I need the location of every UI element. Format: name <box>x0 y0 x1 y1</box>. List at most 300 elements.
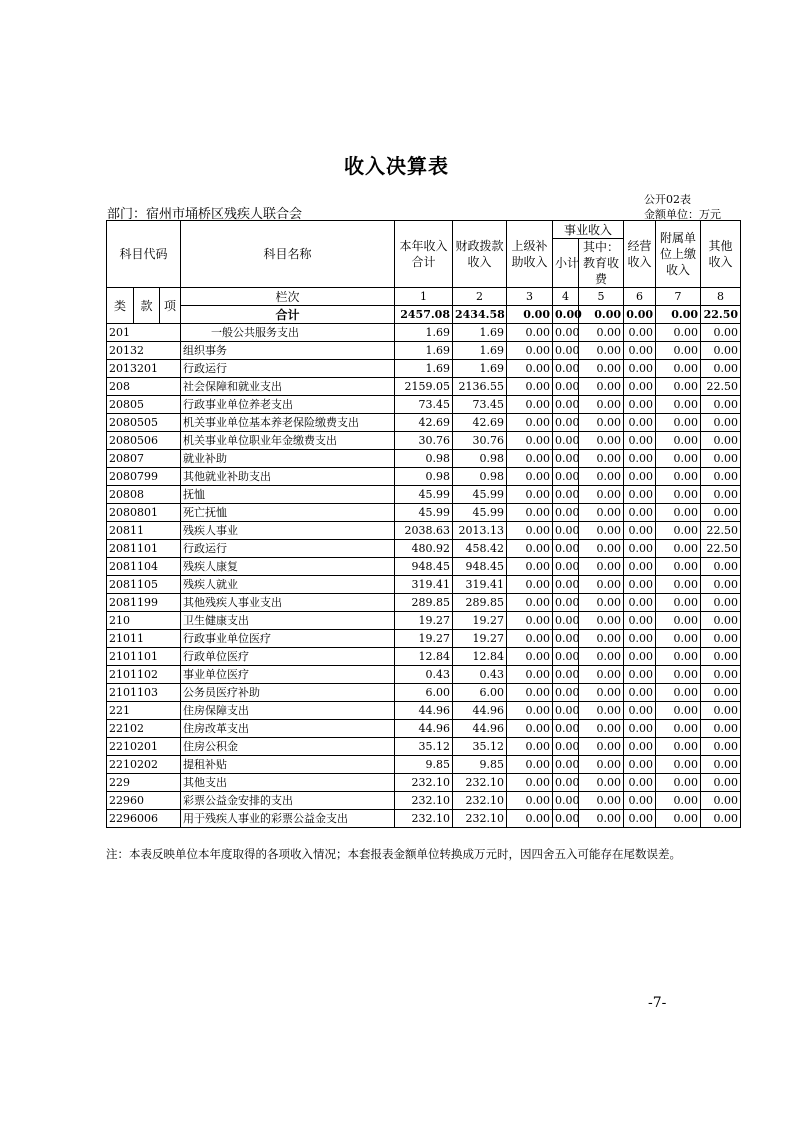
subject-code: 22960 <box>107 792 181 810</box>
amount-cell: 0.00 <box>624 486 656 504</box>
subject-code: 20808 <box>107 486 181 504</box>
amount-cell: 0.00 <box>579 414 624 432</box>
amount-cell: 9.85 <box>453 756 507 774</box>
amount-cell: 0.00 <box>701 594 741 612</box>
amount-cell: 0.00 <box>579 396 624 414</box>
amount-cell: 0.00 <box>656 360 701 378</box>
table-row <box>107 558 741 576</box>
amount-cell: 44.96 <box>453 702 507 720</box>
subject-code: 2013201 <box>107 360 181 378</box>
subject-name: 彩票公益金安排的支出 <box>181 792 395 810</box>
amount-cell: 2013.13 <box>453 522 507 540</box>
amount-cell: 0.00 <box>624 378 656 396</box>
amount-cell: 0.00 <box>656 630 701 648</box>
amount-cell: 19.27 <box>395 612 453 630</box>
amount-cell: 19.27 <box>395 630 453 648</box>
amount-cell: 948.45 <box>395 558 453 576</box>
amount-cell: 0.00 <box>656 702 701 720</box>
amount-cell: 0.98 <box>395 450 453 468</box>
amount-cell: 0.00 <box>553 648 579 666</box>
subject-code: 208 <box>107 378 181 396</box>
amount-cell: 45.99 <box>395 504 453 522</box>
amount-cell: 0.00 <box>579 792 624 810</box>
amount-cell: 0.00 <box>507 630 553 648</box>
amount-cell: 22.50 <box>701 522 741 540</box>
amount-cell: 6.00 <box>395 684 453 702</box>
subject-name: 行政运行 <box>181 360 395 378</box>
amount-cell: 0.00 <box>656 540 701 558</box>
amount-cell: 0.00 <box>624 702 656 720</box>
amount-cell: 42.69 <box>395 414 453 432</box>
amount-cell: 0.00 <box>553 522 579 540</box>
amount-cell: 0.00 <box>507 378 553 396</box>
amount-cell: 0.00 <box>701 666 741 684</box>
amount-cell: 0.00 <box>579 684 624 702</box>
amount-cell: 0.00 <box>656 558 701 576</box>
amount-cell: 22.50 <box>701 540 741 558</box>
amount-cell: 22.50 <box>701 378 741 396</box>
subject-code: 2080505 <box>107 414 181 432</box>
amount-cell: 0.00 <box>624 414 656 432</box>
amount-cell: 0.00 <box>579 594 624 612</box>
subject-name: 行政单位医疗 <box>181 648 395 666</box>
amount-cell: 0.00 <box>624 360 656 378</box>
amount-cell: 0.00 <box>624 684 656 702</box>
amount-cell: 0.00 <box>656 468 701 486</box>
subject-code: 2101101 <box>107 648 181 666</box>
amount-cell: 0.00 <box>624 324 656 342</box>
table-row <box>107 450 741 468</box>
table-row <box>107 576 741 594</box>
amount-cell: 0.00 <box>624 450 656 468</box>
amount-cell: 480.92 <box>395 540 453 558</box>
amount-cell: 0.00 <box>579 522 624 540</box>
amount-cell: 0.00 <box>553 738 579 756</box>
subject-code: 2081105 <box>107 576 181 594</box>
table-row <box>107 738 741 756</box>
amount-cell: 0.00 <box>553 630 579 648</box>
amount-cell: 0.00 <box>624 576 656 594</box>
table-row <box>107 468 741 486</box>
amount-cell: 44.96 <box>395 720 453 738</box>
amount-cell: 0.00 <box>553 792 579 810</box>
total-value: 0.00 <box>507 306 553 324</box>
subject-code: 21011 <box>107 630 181 648</box>
amount-cell: 0.00 <box>507 774 553 792</box>
header-fiscal-income: 财政拨款收入 <box>453 221 507 288</box>
amount-cell: 0.00 <box>701 558 741 576</box>
table-row <box>107 342 741 360</box>
amount-cell: 0.00 <box>701 450 741 468</box>
header-business-income: 事业收入 <box>553 221 624 239</box>
amount-cell: 0.00 <box>507 720 553 738</box>
amount-cell: 0.00 <box>624 666 656 684</box>
amount-cell: 1.69 <box>395 360 453 378</box>
amount-cell: 0.00 <box>656 756 701 774</box>
amount-cell: 0.00 <box>701 702 741 720</box>
amount-cell: 0.00 <box>553 702 579 720</box>
amount-cell: 0.00 <box>624 774 656 792</box>
total-value: 0.00 <box>624 306 656 324</box>
amount-cell: 0.00 <box>656 810 701 828</box>
amount-cell: 0.00 <box>624 720 656 738</box>
subject-name: 住房公积金 <box>181 738 395 756</box>
amount-cell: 0.00 <box>553 342 579 360</box>
amount-cell: 0.00 <box>553 432 579 450</box>
col-num: 7 <box>656 288 701 306</box>
amount-cell: 0.00 <box>701 486 741 504</box>
page-title: 收入决算表 <box>344 154 449 178</box>
subject-code: 201 <box>107 324 181 342</box>
amount-cell: 0.00 <box>656 342 701 360</box>
amount-cell: 0.00 <box>553 450 579 468</box>
header-subtotal: 小计 <box>553 239 579 288</box>
table-row <box>107 666 741 684</box>
table-row <box>107 414 741 432</box>
amount-cell: 0.00 <box>656 432 701 450</box>
amount-cell: 0.00 <box>624 810 656 828</box>
amount-cell: 0.00 <box>507 702 553 720</box>
amount-cell: 0.00 <box>507 810 553 828</box>
header-subject-code: 科目代码 <box>107 221 181 288</box>
amount-cell: 948.45 <box>453 558 507 576</box>
amount-cell: 6.00 <box>453 684 507 702</box>
amount-cell: 0.00 <box>579 738 624 756</box>
amount-cell: 0.00 <box>656 504 701 522</box>
header-subject-name: 科目名称 <box>181 221 395 288</box>
amount-cell: 0.00 <box>553 468 579 486</box>
amount-cell: 0.98 <box>453 468 507 486</box>
amount-cell: 0.00 <box>624 594 656 612</box>
amount-cell: 0.00 <box>553 504 579 522</box>
header-education-fee: 其中：教育收费 <box>579 239 624 288</box>
amount-cell: 0.00 <box>579 810 624 828</box>
amount-cell: 232.10 <box>453 810 507 828</box>
amount-cell: 0.00 <box>579 486 624 504</box>
amount-cell: 0.00 <box>553 684 579 702</box>
subject-name: 一般公共服务支出 <box>181 324 395 342</box>
amount-cell: 0.00 <box>507 594 553 612</box>
header-operating-income: 经营收入 <box>624 221 656 288</box>
subject-name: 行政运行 <box>181 540 395 558</box>
amount-cell: 0.00 <box>624 342 656 360</box>
amount-unit: 金额单位：万元 <box>644 208 721 221</box>
amount-cell: 0.00 <box>579 360 624 378</box>
subject-code: 20811 <box>107 522 181 540</box>
table-row <box>107 504 741 522</box>
amount-cell: 0.00 <box>553 360 579 378</box>
amount-cell: 0.00 <box>624 756 656 774</box>
subject-code: 2081104 <box>107 558 181 576</box>
subject-name: 社会保障和就业支出 <box>181 378 395 396</box>
amount-cell: 0.00 <box>701 432 741 450</box>
subject-name: 抚恤 <box>181 486 395 504</box>
amount-cell: 232.10 <box>395 792 453 810</box>
amount-cell: 0.00 <box>579 378 624 396</box>
amount-cell: 0.00 <box>701 360 741 378</box>
total-value: 0.00 <box>579 306 624 324</box>
amount-cell: 0.00 <box>624 630 656 648</box>
amount-cell: 0.00 <box>579 630 624 648</box>
amount-cell: 0.00 <box>507 468 553 486</box>
subject-code: 210 <box>107 612 181 630</box>
amount-cell: 0.00 <box>701 756 741 774</box>
subject-code: 2081101 <box>107 540 181 558</box>
amount-cell: 0.00 <box>701 342 741 360</box>
total-row-label: 合计 <box>181 306 395 324</box>
amount-cell: 0.00 <box>553 612 579 630</box>
amount-cell: 0.00 <box>507 612 553 630</box>
amount-cell: 0.00 <box>701 738 741 756</box>
amount-cell: 1.69 <box>395 342 453 360</box>
amount-cell: 0.00 <box>624 432 656 450</box>
amount-cell: 0.00 <box>553 378 579 396</box>
amount-cell: 0.00 <box>507 576 553 594</box>
amount-cell: 0.00 <box>579 720 624 738</box>
amount-cell: 0.00 <box>701 648 741 666</box>
amount-cell: 0.00 <box>579 558 624 576</box>
amount-cell: 0.00 <box>507 342 553 360</box>
amount-cell: 0.00 <box>701 684 741 702</box>
subject-name: 组织事务 <box>181 342 395 360</box>
subject-name: 提租补贴 <box>181 756 395 774</box>
amount-cell: 42.69 <box>453 414 507 432</box>
amount-cell: 0.00 <box>553 666 579 684</box>
header-kuan: 款 <box>134 288 160 324</box>
amount-cell: 289.85 <box>395 594 453 612</box>
table-row <box>107 396 741 414</box>
amount-cell: 0.00 <box>579 342 624 360</box>
amount-cell: 0.00 <box>507 666 553 684</box>
amount-cell: 0.00 <box>624 396 656 414</box>
amount-cell: 232.10 <box>453 792 507 810</box>
amount-cell: 0.00 <box>579 540 624 558</box>
footnote: 注：本表反映单位本年度取得的各项收入情况；本套报表金额单位转换成万元时，因四舍五入可能存在尾数误差。 <box>106 847 681 861</box>
amount-cell: 0.00 <box>579 666 624 684</box>
col-num: 1 <box>395 288 453 306</box>
amount-cell: 0.00 <box>656 414 701 432</box>
table-row <box>107 432 741 450</box>
amount-cell: 0.00 <box>656 594 701 612</box>
table-row <box>107 630 741 648</box>
amount-cell: 0.00 <box>624 468 656 486</box>
subject-name: 其他支出 <box>181 774 395 792</box>
subject-code: 20805 <box>107 396 181 414</box>
amount-cell: 0.00 <box>507 648 553 666</box>
amount-cell: 0.00 <box>507 486 553 504</box>
col-num: 3 <box>507 288 553 306</box>
amount-cell: 0.00 <box>656 666 701 684</box>
amount-cell: 0.00 <box>701 468 741 486</box>
amount-cell: 0.00 <box>507 414 553 432</box>
col-num: 5 <box>579 288 624 306</box>
subject-name: 死亡抚恤 <box>181 504 395 522</box>
table-row <box>107 684 741 702</box>
amount-cell: 0.00 <box>553 396 579 414</box>
amount-cell: 0.00 <box>624 522 656 540</box>
amount-cell: 232.10 <box>395 774 453 792</box>
subject-code: 2081199 <box>107 594 181 612</box>
col-num: 4 <box>553 288 579 306</box>
amount-cell: 319.41 <box>453 576 507 594</box>
amount-cell: 0.00 <box>579 432 624 450</box>
subject-name: 机关事业单位职业年金缴费支出 <box>181 432 395 450</box>
table-row <box>107 720 741 738</box>
amount-cell: 0.00 <box>553 414 579 432</box>
amount-cell: 35.12 <box>453 738 507 756</box>
amount-cell: 0.00 <box>656 792 701 810</box>
subject-code: 2080506 <box>107 432 181 450</box>
amount-cell: 0.00 <box>507 558 553 576</box>
subject-name: 行政事业单位医疗 <box>181 630 395 648</box>
amount-cell: 458.42 <box>453 540 507 558</box>
amount-cell: 0.00 <box>701 414 741 432</box>
subject-code: 20132 <box>107 342 181 360</box>
subject-code: 2080799 <box>107 468 181 486</box>
amount-cell: 0.00 <box>579 324 624 342</box>
amount-cell: 0.00 <box>579 450 624 468</box>
amount-cell: 0.00 <box>579 756 624 774</box>
amount-cell: 30.76 <box>453 432 507 450</box>
amount-cell: 0.98 <box>395 468 453 486</box>
header-superior-subsidy: 上级补助收入 <box>507 221 553 288</box>
table-row <box>107 360 741 378</box>
amount-cell: 0.98 <box>453 450 507 468</box>
subject-name: 就业补助 <box>181 450 395 468</box>
col-num: 2 <box>453 288 507 306</box>
subject-name: 行政事业单位养老支出 <box>181 396 395 414</box>
amount-cell: 0.00 <box>701 612 741 630</box>
amount-cell: 1.69 <box>453 360 507 378</box>
amount-cell: 2159.05 <box>395 378 453 396</box>
amount-cell: 0.00 <box>701 720 741 738</box>
amount-cell: 0.00 <box>701 792 741 810</box>
subject-name: 卫生健康支出 <box>181 612 395 630</box>
table-row <box>107 702 741 720</box>
amount-cell: 0.00 <box>656 774 701 792</box>
amount-cell: 0.00 <box>656 450 701 468</box>
col-num: 6 <box>624 288 656 306</box>
amount-cell: 0.00 <box>579 648 624 666</box>
header-other-income: 其他收入 <box>701 221 741 288</box>
amount-cell: 0.00 <box>624 612 656 630</box>
amount-cell: 0.00 <box>507 792 553 810</box>
amount-cell: 0.43 <box>395 666 453 684</box>
table-row <box>107 324 741 342</box>
amount-cell: 0.00 <box>656 576 701 594</box>
header-xiang: 项 <box>160 288 181 324</box>
table-row <box>107 792 741 810</box>
total-value: 0.00 <box>553 306 579 324</box>
amount-cell: 0.00 <box>553 594 579 612</box>
header-lanci: 栏次 <box>181 288 395 306</box>
amount-cell: 0.00 <box>553 324 579 342</box>
amount-cell: 232.10 <box>395 810 453 828</box>
table-row <box>107 810 741 828</box>
amount-cell: 0.00 <box>624 540 656 558</box>
subject-code: 22102 <box>107 720 181 738</box>
amount-cell: 12.84 <box>395 648 453 666</box>
amount-cell: 0.00 <box>507 450 553 468</box>
amount-cell: 0.00 <box>579 468 624 486</box>
amount-cell: 0.00 <box>624 558 656 576</box>
subject-name: 住房保障支出 <box>181 702 395 720</box>
amount-cell: 319.41 <box>395 576 453 594</box>
amount-cell: 0.00 <box>656 378 701 396</box>
amount-cell: 0.00 <box>701 630 741 648</box>
amount-cell: 45.99 <box>395 486 453 504</box>
amount-cell: 19.27 <box>453 630 507 648</box>
amount-cell: 0.00 <box>624 738 656 756</box>
amount-cell: 19.27 <box>453 612 507 630</box>
amount-cell: 44.96 <box>453 720 507 738</box>
amount-cell: 45.99 <box>453 486 507 504</box>
amount-cell: 0.00 <box>579 504 624 522</box>
amount-cell: 0.00 <box>624 504 656 522</box>
amount-cell: 0.00 <box>624 792 656 810</box>
total-value: 2434.58 <box>453 306 507 324</box>
amount-cell: 0.00 <box>553 774 579 792</box>
subject-name: 其他就业补助支出 <box>181 468 395 486</box>
amount-cell: 35.12 <box>395 738 453 756</box>
amount-cell: 0.00 <box>656 612 701 630</box>
col-num: 8 <box>701 288 741 306</box>
subject-code: 229 <box>107 774 181 792</box>
subject-code: 2210201 <box>107 738 181 756</box>
amount-cell: 12.84 <box>453 648 507 666</box>
amount-cell: 0.00 <box>553 810 579 828</box>
subject-code: 221 <box>107 702 181 720</box>
amount-cell: 0.00 <box>701 324 741 342</box>
amount-cell: 0.00 <box>579 774 624 792</box>
amount-cell: 73.45 <box>395 396 453 414</box>
amount-cell: 45.99 <box>453 504 507 522</box>
amount-cell: 0.00 <box>553 720 579 738</box>
amount-cell: 1.69 <box>395 324 453 342</box>
amount-cell: 2038.63 <box>395 522 453 540</box>
subject-code: 20807 <box>107 450 181 468</box>
amount-cell: 0.00 <box>701 774 741 792</box>
amount-cell: 0.00 <box>507 360 553 378</box>
amount-cell: 0.00 <box>507 432 553 450</box>
amount-cell: 0.00 <box>507 684 553 702</box>
amount-cell: 0.00 <box>553 540 579 558</box>
subject-name: 机关事业单位基本养老保险缴费支出 <box>181 414 395 432</box>
amount-cell: 0.00 <box>553 756 579 774</box>
income-table <box>106 220 741 828</box>
amount-cell: 0.00 <box>507 396 553 414</box>
total-value: 2457.08 <box>395 306 453 324</box>
table-row <box>107 648 741 666</box>
amount-cell: 1.69 <box>453 324 507 342</box>
total-value: 0.00 <box>656 306 701 324</box>
amount-cell: 0.00 <box>553 576 579 594</box>
subject-code: 2080801 <box>107 504 181 522</box>
amount-cell: 0.43 <box>453 666 507 684</box>
subject-code: 2101103 <box>107 684 181 702</box>
amount-cell: 44.96 <box>395 702 453 720</box>
amount-cell: 0.00 <box>701 810 741 828</box>
subject-name: 残疾人就业 <box>181 576 395 594</box>
amount-cell: 0.00 <box>579 576 624 594</box>
subject-name: 公务员医疗补助 <box>181 684 395 702</box>
header-total-income: 本年收入合计 <box>395 221 453 288</box>
amount-cell: 0.00 <box>656 486 701 504</box>
amount-cell: 0.00 <box>656 396 701 414</box>
header-lei: 类 <box>107 288 134 324</box>
amount-cell: 0.00 <box>656 522 701 540</box>
amount-cell: 289.85 <box>453 594 507 612</box>
